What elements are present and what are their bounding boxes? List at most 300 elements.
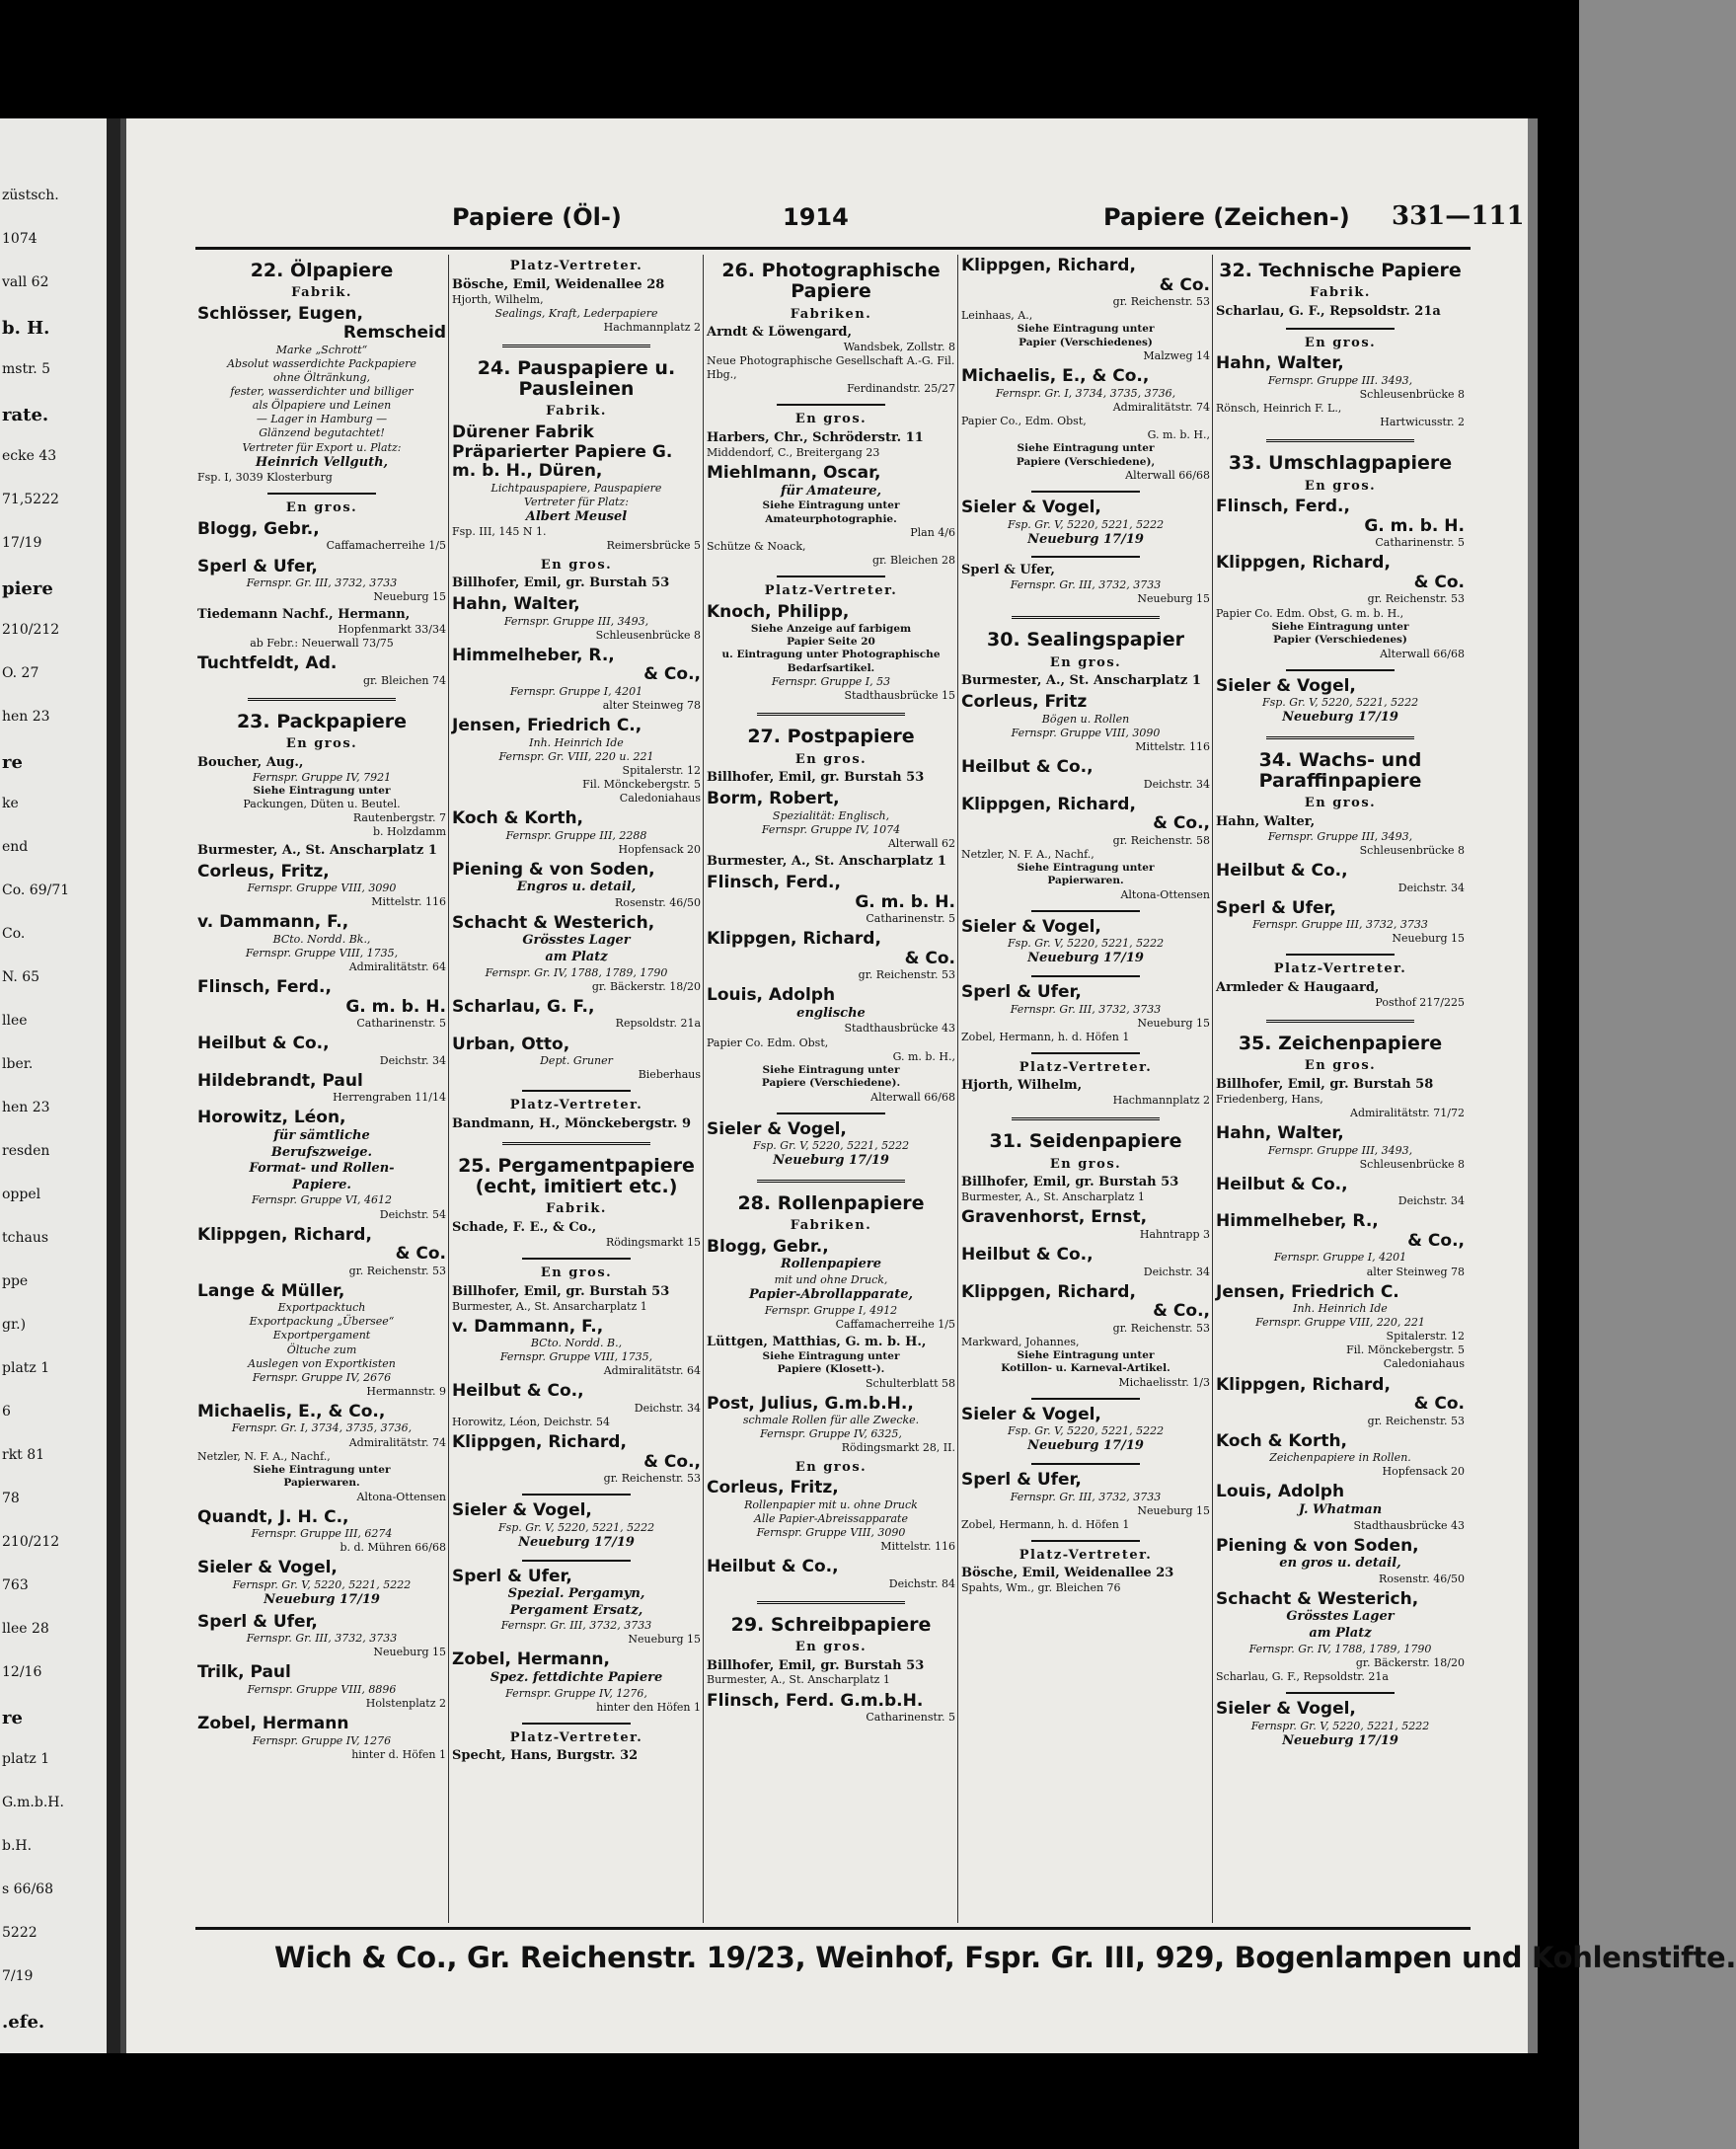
separator-rule (1266, 1020, 1414, 1026)
entry-detail: Papiere (Verschiedene). (761, 1077, 901, 1090)
directory-entry (1216, 981, 1465, 1010)
entry-detail: Berufszweige. (270, 1144, 373, 1160)
directory-entry (197, 1109, 446, 1221)
left-page-fragment: 1074 (2, 231, 38, 247)
directory-entry (1216, 498, 1465, 550)
entry-address: Catharinenstr. 5 (866, 912, 955, 926)
entry-text: Hjorth, Wilhelm, (452, 292, 544, 306)
entry-name: Lange & Müller, (197, 1280, 345, 1301)
subheading: Fabriken. (790, 306, 872, 322)
directory-entry (961, 1079, 1210, 1108)
entry-name: Koch & Korth, (452, 807, 584, 828)
directory-entry (452, 1318, 701, 1379)
entry-detail: Neueburg 17/19 (1027, 531, 1144, 547)
entry-detail: Fernspr. Gruppe III. 3493, (1267, 374, 1413, 387)
entry-text: Spahts, Wm., gr. Bleichen 76 (961, 1581, 1121, 1595)
directory-entry (1216, 1483, 1465, 1532)
subheading: Platz-Vertreter. (1273, 961, 1407, 977)
entry-name: Heilbut & Co., (197, 1034, 330, 1054)
subheading: Fabrik. (546, 404, 607, 420)
separator-rule (1031, 1463, 1140, 1465)
entry-name: Sieler & Vogel, (197, 1558, 338, 1578)
entry-name: Flinsch, Ferd. G.m.b.H. (707, 1690, 924, 1711)
directory-entry (452, 809, 701, 857)
entry-detail: für Amateure, (780, 483, 882, 499)
entry-detail: Fernspr. Gruppe VIII, 3090 (756, 1525, 906, 1539)
entry-detail: Dept. Gruner (540, 1054, 613, 1068)
directory-entry (452, 278, 701, 335)
entry-address: gr. Reichenstr. 53 (1112, 1321, 1210, 1335)
entry-address: Schleusenbrücke 8 (1359, 844, 1465, 857)
entry-name: Knoch, Philipp, (707, 601, 850, 622)
entry-name: Blogg, Gebr., (707, 1236, 829, 1257)
entry-detail: Siehe Eintragung unter (253, 1463, 391, 1476)
entry-text: Leinhaas, A., (961, 309, 1033, 323)
entry-detail: Fernspr. Gruppe I, 4912 (764, 1303, 898, 1317)
entry-name: Arndt & Löwengard, (707, 325, 852, 341)
entry-detail: Lichtpauspapiere, Pauspapiere (491, 481, 662, 495)
entry-name: Zobel, Hermann (197, 1713, 349, 1733)
entry-detail: J. Whatman (1298, 1501, 1383, 1517)
left-page-fragment: tchaus (2, 1230, 49, 1246)
entry-text: Middendorf, C., Breitergang 23 (707, 445, 880, 459)
section-heading: 35. Zeichenpapiere (1238, 1033, 1443, 1055)
entry-detail: Fernspr. Gr. V, 5220, 5221, 5222 (232, 1577, 412, 1591)
entry-address: Deichstr. 34 (1397, 881, 1465, 894)
left-page-fragment: .efe. (2, 2012, 45, 2033)
entry-name: Tiedemann Nachf., Hermann, (197, 607, 411, 623)
entry-detail: Neueburg 17/19 (1027, 1438, 1144, 1454)
entry-name: Urban, Otto, (452, 1034, 570, 1054)
directory-entry (961, 1176, 1210, 1204)
entry-detail: Grösstes Lager (522, 933, 631, 949)
entry-name: Miehlmann, Oscar, (707, 463, 881, 484)
entry-text: Papier Co. Edm. Obst, (707, 1036, 829, 1049)
subheading: En gros. (1304, 796, 1377, 811)
entry-name: Jensen, Friedrich C., (452, 716, 642, 736)
entry-address: gr. Reichenstr. 53 (858, 968, 955, 982)
entry-text: Netzler, N. F. A., Nachf., (961, 847, 1094, 861)
column-divider (957, 255, 958, 1923)
section-heading: 28. Rollenpapiere (737, 1191, 925, 1214)
left-page-fragment: 17/19 (2, 535, 42, 551)
entry-address: Rautenbergstr. 7 (352, 811, 446, 825)
directory-entry (961, 1208, 1210, 1242)
page-number: 331—111 (1392, 201, 1525, 231)
directory-entry (1216, 1212, 1465, 1278)
directory-entry (197, 1715, 446, 1762)
entry-detail: Fernspr. Gruppe III, 3493, (503, 614, 649, 628)
entry-detail: Fernspr. Gr. VIII, 220 u. 221 (498, 749, 654, 763)
directory-entry (707, 603, 955, 703)
subheading: En gros. (1304, 478, 1377, 494)
directory-entry (707, 464, 955, 568)
entry-address: Alterwall 66/68 (1380, 647, 1465, 660)
section-heading: 33. Umschlagpapiere (1228, 452, 1453, 475)
directory-entry (197, 1508, 446, 1556)
directory-entry (1216, 677, 1465, 727)
left-page-fragment: 7/19 (2, 1968, 34, 1984)
separator-rule (777, 404, 885, 406)
entry-detail: Packungen, Düten u. Beutel. (243, 798, 401, 811)
entry-name-continuation: & Co., (1153, 1301, 1210, 1322)
directory-entry (1216, 305, 1465, 320)
directory-entry (197, 558, 446, 605)
directory-entry (452, 647, 701, 713)
entry-address: gr. Reichenstr. 58 (1112, 833, 1210, 847)
entry-detail: Fernspr. Gr. III, 3732, 3733 (1010, 1490, 1162, 1503)
left-page-fragment: re (2, 752, 23, 773)
left-page-fragment: N. 65 (2, 969, 40, 985)
section-heading: 22. Ölpapiere (250, 260, 394, 281)
directory-entry (1216, 815, 1465, 858)
separator-rule (522, 1560, 631, 1562)
subheading: Platz-Vertreter. (509, 1729, 643, 1745)
separator-rule (1012, 1117, 1160, 1123)
entry-address: G. m. b. H., (1147, 427, 1210, 441)
entry-address: Mittelstr. 116 (1135, 739, 1210, 753)
directory-entry (1216, 1432, 1465, 1480)
entry-name: Sperl & Ufer, (1216, 897, 1336, 918)
entry-address: Hachmannplatz 2 (603, 320, 701, 334)
entry-name: Heilbut & Co., (1216, 1174, 1348, 1194)
entry-name: Tuchtfeldt, Ad. (197, 653, 338, 674)
entry-detail: Fernspr. Gruppe IV, 7921 (252, 770, 392, 784)
entry-address: Mittelstr. 116 (880, 1539, 955, 1553)
entry-address: Stadthausbrücke 43 (1353, 1518, 1465, 1532)
entry-detail: Neueburg 17/19 (264, 1591, 380, 1607)
entry-name-continuation: & Co., (643, 664, 701, 685)
entry-detail: Fernspr. Gruppe VIII, 3090 (247, 882, 397, 895)
separator-rule (1031, 1540, 1140, 1542)
entry-detail: Papierwaren. (1047, 875, 1124, 887)
header-year: 1914 (783, 203, 849, 231)
entry-name: Sieler & Vogel, (452, 1500, 592, 1521)
entry-detail: Papiere (Verschiedene), (1016, 455, 1156, 468)
directory-entry (707, 874, 955, 926)
entry-detail: Spezial. Pergamyn, (507, 1586, 645, 1602)
entry-detail: Papiere (Klosett-). (777, 1363, 885, 1376)
entry-address: b. Holzdamm (372, 825, 446, 839)
directory-entry (452, 1749, 701, 1764)
directory-entry (961, 918, 1210, 967)
entry-name: Heilbut & Co., (961, 1245, 1094, 1265)
entry-address: Wandsbek, Zollstr. 8 (843, 341, 955, 354)
entry-name: Klippgen, Richard, (452, 1432, 627, 1453)
entry-detail: Fernspr. Gruppe III, 3493, (1267, 1143, 1413, 1157)
left-page-fragment: resden (2, 1143, 50, 1159)
separator-rule (248, 698, 396, 704)
separator-rule (1031, 975, 1140, 977)
entry-detail: Fernspr. Gruppe IV, 2676 (252, 1370, 392, 1384)
entry-detail: Fsp. Gr. V, 5220, 5221, 5222 (752, 1139, 910, 1153)
entry-name: Harbers, Chr., Schröderstr. 11 (707, 430, 924, 446)
left-page-fragment: hen 23 (2, 709, 50, 725)
entry-detail: Format- und Rollen- (249, 1161, 395, 1177)
directory-entry (707, 1395, 955, 1456)
left-page-fragment: s 66/68 (2, 1881, 53, 1897)
entry-detail: Fernspr. Gr. III, 3732, 3733 (500, 1619, 652, 1633)
separator-rule (267, 493, 376, 495)
subheading: En gros. (794, 751, 868, 767)
directory-entry (1216, 1700, 1465, 1749)
directory-entry (452, 998, 701, 1032)
entry-detail: Vertreter für Platz: (524, 495, 629, 508)
entry-detail: Siehe Eintragung unter (762, 1063, 900, 1076)
directory-entry (961, 674, 1210, 689)
entry-text: Horowitz, Léon, Deichstr. 54 (452, 1416, 610, 1428)
entry-name: Hahn, Walter, (452, 594, 580, 615)
directory-entry (1216, 899, 1465, 947)
entry-text: Fsp. III, 145 N 1. (452, 525, 547, 539)
entry-detail: Siehe Eintragung unter (1017, 1348, 1155, 1361)
entry-detail: mit und ohne Druck, (774, 1272, 888, 1286)
entry-detail: Fernspr. Gr. III, 3732, 3733 (1010, 578, 1162, 592)
directory-entry (707, 1558, 955, 1591)
entry-name: Hahn, Walter, (1216, 813, 1316, 829)
directory-entry (452, 576, 701, 591)
entry-detail: Fernspr. Gr. III, 3732, 3733 (246, 576, 398, 590)
header-right: Papiere (Zeichen-) (1103, 203, 1350, 231)
subheading: Fabriken. (790, 1218, 872, 1234)
entry-detail: Papierwaren. (283, 1477, 360, 1490)
entry-name: Sieler & Vogel, (1216, 1698, 1356, 1719)
entry-text: Friedenberg, Hans, (1216, 1092, 1323, 1106)
entry-name: Hildebrandt, Paul (197, 1070, 363, 1091)
subheading: Fabrik. (546, 1201, 607, 1217)
entry-address: Catharinenstr. 5 (356, 1017, 446, 1031)
entry-address: Neueburg 15 (1392, 932, 1465, 946)
directory-entry (197, 305, 446, 485)
entry-name-continuation: & Co. (1413, 572, 1465, 592)
directory-entry (452, 1285, 701, 1314)
left-page-fragment: platz 1 (2, 1751, 50, 1767)
entry-address: alter Steinweg 78 (1366, 1265, 1465, 1278)
entry-name: Bösche, Emil, Weidenallee 28 (452, 276, 665, 292)
entry-text: Burmester, A., St. Anscharplatz 1 (707, 1673, 890, 1687)
left-page-fragment: hen 23 (2, 1100, 50, 1115)
entry-detail: Spez. fettdichte Papiere (490, 1670, 663, 1685)
entry-address: Hartwicusstr. 2 (1380, 416, 1465, 429)
entry-detail: Fsp. Gr. V, 5220, 5221, 5222 (1261, 696, 1419, 710)
entry-address: Catharinenstr. 5 (866, 1711, 955, 1725)
separator-rule (1031, 910, 1140, 912)
entry-address: Reimersbrücke 5 (606, 539, 701, 553)
entry-address: Fil. Mönckebergstr. 5 (582, 777, 701, 791)
entry-name-continuation: G. m. b. H. (345, 996, 446, 1017)
separator-rule (1286, 1692, 1395, 1694)
directory-entry (452, 914, 701, 994)
directory-entry (1216, 862, 1465, 895)
entry-address: b. d. Mühren 66/68 (340, 1541, 446, 1555)
directory-entry (197, 1226, 446, 1278)
directory-entry (197, 1282, 446, 1399)
left-page-fragment: ke (2, 796, 19, 811)
footer-rule (195, 1927, 1471, 1930)
entry-detail: Siehe Eintragung unter (1017, 442, 1155, 455)
entry-name: Flinsch, Ferd., (707, 872, 841, 892)
entry-name-continuation: Remscheid (342, 323, 446, 344)
separator-rule (522, 1258, 631, 1260)
left-page-fragment: züstsch. (2, 188, 59, 203)
subheading: Platz-Vertreter. (1019, 1547, 1153, 1563)
entry-detail: Engros u. detail, (516, 880, 637, 895)
entry-name: Burmester, A., St. Anscharplatz 1 (961, 673, 1201, 689)
entry-address: Neueburg 15 (1137, 592, 1210, 606)
entry-address: Caffamacherreihe 1/5 (326, 539, 446, 553)
subheading: En gros. (1049, 654, 1122, 670)
entry-address: Malzweg 14 (1143, 349, 1210, 363)
entry-name: Michaelis, E., & Co., (961, 366, 1150, 387)
subheading: En gros. (794, 412, 868, 427)
entry-detail: BCto. Nordd. Bk., (272, 932, 371, 946)
directory-entry (707, 930, 955, 982)
left-page-fragment: 210/212 (2, 622, 60, 638)
directory-entry (197, 1559, 446, 1608)
directory-entry (707, 1659, 955, 1688)
entry-address: Neueburg 15 (373, 1646, 446, 1659)
entry-name: Sperl & Ufer, (452, 1566, 572, 1586)
entry-detail: Fernspr. Gr. V, 5220, 5221, 5222 (1250, 1719, 1430, 1732)
separator-rule (1266, 439, 1414, 445)
entry-name: Himmelheber, R., (452, 645, 615, 665)
entry-address: Mittelstr. 116 (371, 895, 446, 909)
entry-name-continuation: & Co. (1413, 1394, 1465, 1415)
entry-name: Piening & von Soden, (452, 859, 655, 880)
directory-entry (961, 983, 1210, 1044)
left-page-fragment: 5222 (2, 1925, 38, 1941)
entry-name: Heilbut & Co., (452, 1381, 584, 1402)
entry-name: Burmester, A., St. Anscharplatz 1 (707, 854, 946, 870)
entry-address: Deichstr. 34 (1143, 777, 1210, 791)
directory-entry (1216, 354, 1465, 429)
entry-address: alter Steinweg 78 (602, 698, 701, 712)
column-3 (707, 255, 955, 1918)
entry-text: Zobel, Hermann, h. d. Höfen 1 (961, 1517, 1130, 1531)
entry-name: v. Dammann, F., (452, 1316, 604, 1337)
entry-address: Hermannstr. 9 (366, 1384, 446, 1398)
left-page-fragment: piere (2, 578, 53, 599)
subheading: En gros. (794, 1459, 868, 1475)
left-page-fragment: Co. 69/71 (2, 883, 70, 898)
section-heading: 32. Technische Papiere (1219, 260, 1462, 281)
left-page-fragment: Co. (2, 926, 26, 942)
directory-entry (197, 913, 446, 974)
entry-name: Trilk, Paul (197, 1662, 291, 1683)
entry-address: gr. Bäckerstr. 18/20 (591, 979, 701, 993)
entry-address: Rosenstr. 46/50 (615, 895, 701, 909)
entry-text: Burmester, A., St. Anscharplatz 1 (961, 1190, 1145, 1204)
directory-entry (961, 499, 1210, 548)
directory-entry (197, 978, 446, 1031)
entry-name-continuation: & Co., (1153, 813, 1210, 834)
entry-detail: ohne Öltränkung, (272, 371, 371, 385)
directory-entry (961, 1471, 1210, 1532)
directory-entry (452, 423, 701, 554)
column-5 (1216, 255, 1465, 1918)
entry-address: Hopfensack 20 (1382, 1465, 1465, 1479)
entry-detail: fester, wasserdichter und billiger (230, 385, 414, 399)
directory-entry (961, 564, 1210, 606)
separator-rule (1286, 328, 1395, 330)
entry-address: Caffamacherreihe 1/5 (835, 1317, 955, 1331)
entry-name-continuation: & Co. (904, 948, 955, 968)
entry-name: Billhofer, Emil, gr. Burstah 53 (452, 1283, 670, 1299)
entry-detail: Neueburg 17/19 (1282, 1732, 1398, 1748)
entry-detail: Siehe Eintragung unter (1017, 323, 1155, 336)
entry-address: Alterwall 66/68 (870, 1090, 955, 1104)
entry-address: Hopfensack 20 (618, 842, 701, 856)
directory-entry (961, 796, 1210, 902)
entry-name: Specht, Hans, Burgstr. 32 (452, 1748, 639, 1764)
column-4 (961, 255, 1210, 1918)
entry-detail: Vertreter für Export u. Platz: (242, 440, 402, 454)
directory-entry (452, 717, 701, 806)
directory-entry (1216, 554, 1465, 660)
entry-address: Herrengraben 11/14 (333, 1091, 446, 1105)
directory-entry (197, 1403, 446, 1504)
entry-name: Sperl & Ufer, (961, 982, 1082, 1003)
directory-entry (1216, 1283, 1465, 1372)
entry-name: Sperl & Ufer, (197, 556, 318, 576)
entry-address: gr. Bäckerstr. 18/20 (1355, 1655, 1465, 1669)
section-heading: 23. Packpapiere (236, 710, 408, 732)
entry-name: Heilbut & Co., (961, 756, 1094, 777)
entry-detail: Papier-Abrollapparate, (748, 1287, 914, 1303)
entry-address: Alterwall 62 (887, 836, 955, 850)
entry-detail: am Platz (545, 950, 608, 965)
entry-address: Neueburg 15 (628, 1633, 701, 1647)
entry-detail: Amateurphotographie. (765, 512, 897, 525)
entry-name: Sperl & Ufer, (197, 1611, 318, 1632)
entry-name-continuation: G. m. b. H. (855, 891, 955, 912)
directory-entry (1216, 1078, 1465, 1120)
left-page-fragment: gr.) (2, 1317, 27, 1333)
entry-address: Repsoldstr. 21a (615, 1017, 701, 1031)
entry-detail: Inh. Heinrich Ide (1293, 1302, 1388, 1316)
entry-detail: — Lager in Hamburg — (256, 413, 388, 426)
entry-address: hinter den Höfen 1 (596, 1700, 701, 1714)
entry-name: Flinsch, Ferd., (197, 976, 332, 997)
entry-detail: als Ölpapiere und Leinen (252, 399, 392, 413)
entry-detail: Siehe Eintragung unter (1017, 861, 1155, 874)
directory-entry (452, 861, 701, 910)
entry-detail: Fernspr. Gruppe III, 6274 (251, 1527, 393, 1541)
entry-address: Hachmannplatz 2 (1112, 1094, 1210, 1108)
entry-detail: Neueburg 17/19 (773, 1153, 889, 1169)
entry-address: Rödingsmarkt 15 (605, 1235, 701, 1249)
separator-rule (1031, 1398, 1140, 1400)
entry-name: Klippgen, Richard, (197, 1224, 372, 1245)
entry-detail: Fernspr. Gruppe III, 3493, (1267, 829, 1413, 843)
entry-detail: Siehe Eintragung unter (1271, 620, 1409, 633)
subheading: En gros. (285, 736, 358, 752)
separator-rule (1266, 736, 1414, 742)
left-page-fragment: O. 27 (2, 665, 39, 681)
entry-detail: Pergament Ersatz, (509, 1602, 643, 1618)
entry-detail: Fernspr. Gruppe VIII, 1735, (245, 946, 399, 959)
separator-rule (1012, 616, 1160, 622)
entry-detail: Fernspr. Gruppe VIII, 220, 221 (1255, 1316, 1425, 1330)
entry-address: gr. Reichenstr. 53 (603, 1472, 701, 1486)
separator-rule (502, 1142, 650, 1148)
separator-rule (777, 576, 885, 577)
entry-address: gr. Bleichen 28 (871, 554, 955, 568)
entry-address: Ferdinandstr. 25/27 (847, 382, 955, 396)
directory-entry (197, 608, 446, 651)
directory-entry (197, 1613, 446, 1660)
entry-detail: Neueburg 17/19 (1027, 951, 1144, 966)
